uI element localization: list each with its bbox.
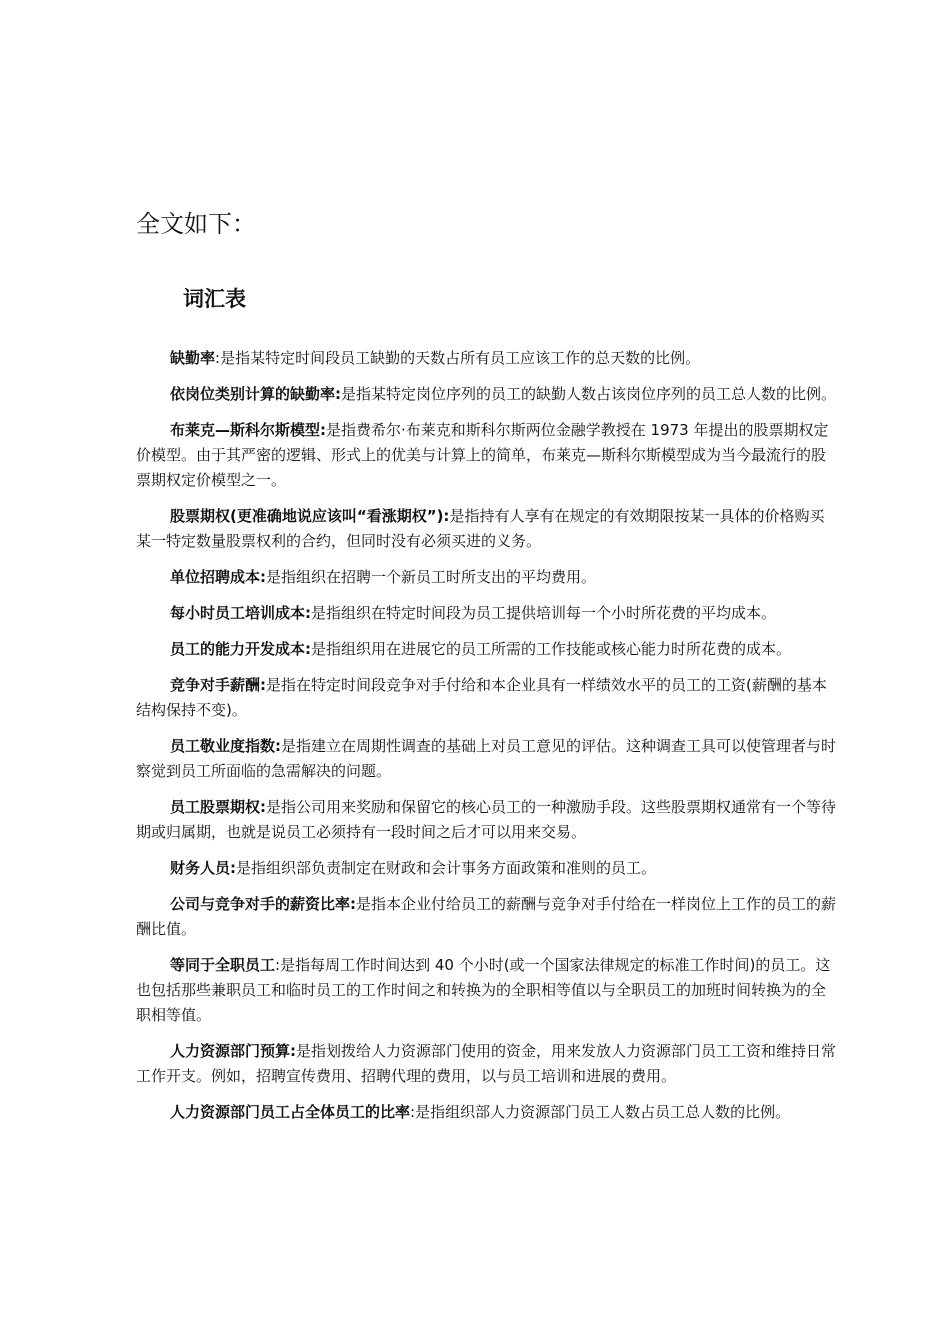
glossary-entry xyxy=(136,382,836,407)
glossary-term: 员工的能力开发成本: xyxy=(170,640,311,658)
glossary-term: 竞争对手薪酬: xyxy=(170,676,266,694)
glossary-entry xyxy=(136,673,836,723)
glossary-entry xyxy=(136,1039,836,1089)
glossary-term: 缺勤率 xyxy=(170,349,216,367)
glossary-term: 人力资源部门员工占全体员工的比率 xyxy=(170,1103,411,1121)
term-separator: : xyxy=(215,349,221,367)
glossary-entry xyxy=(136,795,836,845)
glossary-entry xyxy=(136,504,836,554)
glossary-entry xyxy=(136,565,836,590)
glossary-definition: 是指建立在周期性调查的基础上对员工意见的评估。这种调查工具可以使管理者与时察觉到员工所面临的急需解决的问题。 xyxy=(136,737,837,780)
glossary-heading: 词汇表 xyxy=(183,287,246,311)
term-separator: : xyxy=(410,1103,416,1121)
glossary-term: 依岗位类别计算的缺勤率: xyxy=(170,385,341,403)
glossary-definition: 是指每周工作时间达到 40 个小时(或一个国家法律规定的标准工作时间)的员工。这也包括那些兼职员工和临时员工的工作时间之和转换为的全职相等值以与全职员工的加班时间转换为的全职相等值。 xyxy=(136,956,831,1024)
glossary-term: 股票期权(更准确地说应该叫“看涨期权”): xyxy=(170,507,450,525)
glossary-definition: 是指在特定时间段竞争对手付给和本企业具有一样绩效水平的员工的工资(薪酬的基本结构保持不变)。 xyxy=(136,676,827,719)
glossary-definition: 是指持有人享有在规定的有效期限按某一具体的价格购买某一特定数量股票权利的合约，但同时没有必须买进的义务。 xyxy=(136,507,825,550)
glossary-entry xyxy=(136,346,836,371)
glossary-definition: 是指某特定岗位序列的员工的缺勤人数占该岗位序列的员工总人数的比例。 xyxy=(341,385,837,403)
glossary-entry xyxy=(136,601,836,626)
glossary-term: 员工股票期权: xyxy=(170,798,266,816)
glossary-term: 公司与竞争对手的薪资比率: xyxy=(170,895,356,913)
glossary-term: 单位招聘成本: xyxy=(170,568,266,586)
glossary-definition: 是指划拨给人力资源部门使用的资金，用来发放人力资源部门员工工资和维持日常工作开支。例如，招聘宣传费用、招聘代理的费用，以与员工培训和进展的费用。 xyxy=(136,1042,837,1085)
glossary-definition: 是指某特定时间段员工缺勤的天数占所有员工应该工作的总天数的比例。 xyxy=(220,349,701,367)
glossary-list xyxy=(136,346,836,1136)
glossary-entry xyxy=(136,892,836,942)
glossary-term: 财务人员: xyxy=(170,859,236,877)
glossary-term: 员工敬业度指数: xyxy=(170,737,281,755)
glossary-term: 每小时员工培训成本: xyxy=(170,604,311,622)
glossary-entry xyxy=(136,637,836,662)
glossary-term: 等同于全职员工 xyxy=(170,956,276,974)
glossary-entry xyxy=(136,734,836,784)
glossary-definition: 是指组织用在进展它的员工所需的工作技能或核心能力时所花费的成本。 xyxy=(311,640,792,658)
intro-text: 全文如下： xyxy=(136,210,256,238)
glossary-definition: 是指组织在招聘一个新员工时所支出的平均费用。 xyxy=(266,568,597,586)
glossary-term: 布莱克—斯科尔斯模型: xyxy=(170,421,326,439)
glossary-definition: 是指组织部人力资源部门员工人数占员工总人数的比例。 xyxy=(415,1103,791,1121)
glossary-entry xyxy=(136,1100,836,1125)
glossary-definition: 是指本企业付给员工的薪酬与竞争对手付给在一样岗位上工作的员工的薪酬比值。 xyxy=(136,895,837,938)
glossary-definition: 是指公司用来奖励和保留它的核心员工的一种激励手段。这些股票期权通常有一个等待期或归属期，也就是说员工必须持有一段时间之后才可以用来交易。 xyxy=(136,798,837,841)
glossary-entry xyxy=(136,856,836,881)
glossary-definition: 是指费希尔·布莱克和斯科尔斯两位金融学教授在 1973 年提出的股票期权定价模型。由于其严密的逻辑、形式上的优美与计算上的简单，布莱克—斯科尔斯模型成为当今最流行的股票期权定价模型之一。 xyxy=(136,421,829,489)
glossary-term: 人力资源部门预算: xyxy=(170,1042,296,1060)
glossary-entry xyxy=(136,953,836,1028)
glossary-definition: 是指组织部负责制定在财政和会计事务方面政策和准则的员工。 xyxy=(236,859,657,877)
glossary-entry xyxy=(136,418,836,493)
term-separator: : xyxy=(275,956,281,974)
glossary-definition: 是指组织在特定时间段为员工提供培训每一个小时所花费的平均成本。 xyxy=(311,604,777,622)
